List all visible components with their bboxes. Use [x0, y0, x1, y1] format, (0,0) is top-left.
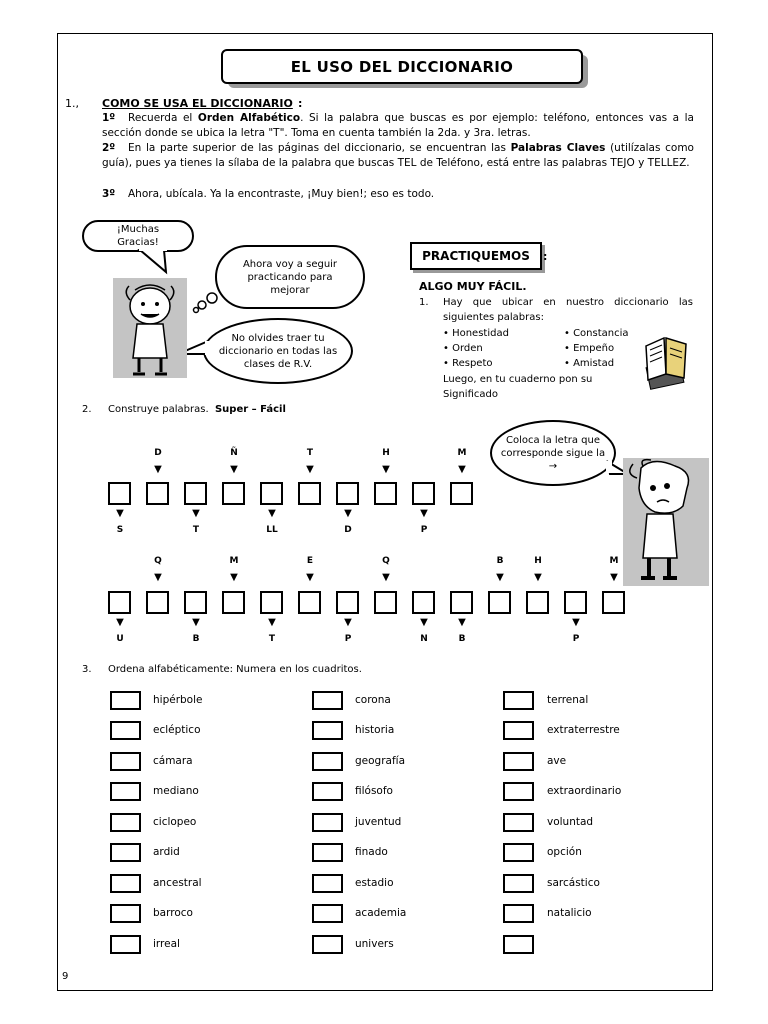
top-letter: Q: [382, 556, 390, 566]
order-word: historia: [355, 724, 395, 736]
order-box[interactable]: [110, 935, 141, 954]
letter-box[interactable]: [602, 591, 625, 614]
arrow-down-icon: ▼: [192, 508, 200, 519]
step-1: 1º Recuerda el Orden Alfabético. Si la palabra que buscas es por ejemplo: teléfono, entonces vas a la sección donde se ubica la letra "T". Toma en cuenta también la 2da. y 3ra. letras.: [102, 112, 694, 139]
section2-number: 2.: [82, 404, 92, 415]
order-box[interactable]: [312, 813, 343, 832]
word-item: • Empeño: [564, 343, 615, 354]
section3-text: Ordena alfabéticamente: Numera en los cuadritos.: [108, 664, 362, 675]
order-box[interactable]: [110, 752, 141, 771]
section3-number: 3.: [82, 664, 92, 675]
top-letter: D: [154, 448, 162, 458]
bottom-letter: B: [192, 634, 200, 644]
order-word: hipérbole: [153, 694, 203, 706]
letter-box[interactable]: [336, 591, 359, 614]
letter-box[interactable]: [450, 482, 473, 505]
order-box[interactable]: [503, 843, 534, 862]
bottom-letter: N: [420, 634, 428, 644]
book-icon: [640, 334, 692, 392]
letter-box[interactable]: [260, 482, 283, 505]
letter-box[interactable]: [222, 482, 245, 505]
letter-box[interactable]: [374, 482, 397, 505]
bubble-muchas-gracias: ¡Muchas Gracias!: [82, 220, 194, 252]
order-box[interactable]: [503, 813, 534, 832]
letter-box[interactable]: [412, 591, 435, 614]
top-letter: M: [457, 448, 467, 458]
section1-heading-colon: :: [298, 97, 303, 110]
arrow-down-icon: ▼: [116, 617, 124, 628]
arrow-down-icon: ▼: [154, 464, 162, 475]
section1-heading: COMO SE USA EL DICCIONARIO: [102, 97, 293, 110]
letter-box[interactable]: [564, 591, 587, 614]
practiquemos-instruction: Hay que ubicar en nuestro diccionario las siguientes palabras:: [443, 297, 693, 323]
arrow-down-icon: ▼: [344, 508, 352, 519]
step-3: 3º Ahora, ubícala. Ya la encontraste, ¡Muy bien!; eso es todo.: [102, 188, 435, 200]
bottom-letter: B: [458, 634, 466, 644]
order-box[interactable]: [312, 904, 343, 923]
letter-box[interactable]: [336, 482, 359, 505]
letter-box[interactable]: [526, 591, 549, 614]
word-item: • Constancia: [564, 328, 629, 339]
letter-box[interactable]: [450, 591, 473, 614]
letter-box[interactable]: [260, 591, 283, 614]
order-word: ancestral: [153, 877, 202, 889]
order-word: voluntad: [547, 816, 594, 828]
order-word: cámara: [153, 755, 193, 767]
word-list-col1: [443, 326, 509, 371]
letter-box[interactable]: [298, 482, 321, 505]
bottom-letter: D: [344, 525, 352, 535]
order-word: estadio: [355, 877, 394, 889]
bottom-letter: P: [572, 634, 580, 644]
order-box[interactable]: [110, 782, 141, 801]
order-box[interactable]: [503, 691, 534, 710]
order-box[interactable]: [503, 874, 534, 893]
letter-box[interactable]: [146, 591, 169, 614]
order-box[interactable]: [110, 813, 141, 832]
section1-number: 1.,: [65, 97, 79, 110]
practiquemos-item-num: 1.: [419, 297, 429, 308]
top-letter: M: [229, 556, 239, 566]
practiquemos-colon: :: [543, 250, 548, 263]
arrow-down-icon: ▼: [458, 617, 466, 628]
order-word: natalicio: [547, 907, 592, 919]
order-box[interactable]: [110, 843, 141, 862]
arrow-down-icon: ▼: [420, 508, 428, 519]
bubble-tail-gracias: [130, 248, 180, 276]
letter-box[interactable]: [146, 482, 169, 505]
letter-box[interactable]: [412, 482, 435, 505]
top-letter: H: [534, 556, 542, 566]
order-word: extraordinario: [547, 785, 622, 797]
practiquemos-label: PRACTIQUEMOS: [410, 242, 542, 270]
letter-box[interactable]: [108, 591, 131, 614]
bubble-coloca-letra: Coloca la letra que corresponde sigue la →: [490, 420, 616, 486]
order-word: univers: [355, 938, 394, 950]
arrow-down-icon: ▼: [344, 617, 352, 628]
order-word: ecléptico: [153, 724, 201, 736]
order-word: mediano: [153, 785, 199, 797]
top-letter: T: [306, 448, 314, 458]
boy-illustration: [623, 458, 709, 586]
arrow-down-icon: ▼: [230, 464, 238, 475]
letter-box[interactable]: [374, 591, 397, 614]
arrow-down-icon: ▼: [306, 464, 314, 475]
top-letter: H: [382, 448, 390, 458]
arrow-down-icon: ▼: [420, 617, 428, 628]
bottom-letter: P: [420, 525, 428, 535]
order-box[interactable]: [312, 782, 343, 801]
arrow-down-icon: ▼: [382, 464, 390, 475]
order-box[interactable]: [110, 721, 141, 740]
order-box[interactable]: [312, 721, 343, 740]
practiquemos-subheading: ALGO MUY FÁCIL.: [419, 280, 527, 293]
order-box[interactable]: [503, 752, 534, 771]
order-word: filósofo: [355, 785, 393, 797]
order-box[interactable]: [312, 843, 343, 862]
order-box[interactable]: [110, 904, 141, 923]
top-letter: Q: [154, 556, 162, 566]
order-box[interactable]: [110, 874, 141, 893]
order-box[interactable]: [312, 691, 343, 710]
top-letter: E: [306, 556, 314, 566]
order-word: extraterrestre: [547, 724, 620, 736]
cloud-seguir-practicando: Ahora voy a seguir practicando para mejorar: [215, 245, 365, 309]
arrow-down-icon: ▼: [534, 572, 542, 583]
order-word: barroco: [153, 907, 193, 919]
top-letter: M: [609, 556, 619, 566]
arrow-down-icon: ▼: [306, 572, 314, 583]
order-word: academia: [355, 907, 407, 919]
top-letter: Ñ: [230, 448, 238, 458]
order-word: juventud: [355, 816, 402, 828]
practiquemos-after: Luego, en tu cuaderno pon su Significado: [443, 374, 593, 400]
bottom-letter: LL: [266, 525, 278, 535]
order-word: sarcástico: [547, 877, 600, 889]
cloud-tail-dots: [192, 292, 220, 314]
arrow-down-icon: ▼: [268, 508, 276, 519]
letter-box[interactable]: [488, 591, 511, 614]
order-word: geografía: [355, 755, 406, 767]
section2-text: Construye palabras. Super – Fácil: [108, 404, 286, 415]
word-item: • Honestidad: [443, 328, 509, 339]
letter-box[interactable]: [298, 591, 321, 614]
arrow-down-icon: ▼: [268, 617, 276, 628]
arrow-down-icon: ▼: [610, 572, 618, 583]
word-list-col2: [564, 326, 629, 371]
arrow-down-icon: ▼: [572, 617, 580, 628]
order-box[interactable]: [312, 874, 343, 893]
order-word: corona: [355, 694, 391, 706]
letter-box[interactable]: [108, 482, 131, 505]
arrow-down-icon: ▼: [496, 572, 504, 583]
order-word: finado: [355, 846, 388, 858]
letter-box[interactable]: [184, 591, 207, 614]
order-box[interactable]: [503, 935, 534, 954]
arrow-down-icon: ▼: [382, 572, 390, 583]
bottom-letter: T: [268, 634, 276, 644]
order-word: ave: [547, 755, 567, 767]
order-word: irreal: [153, 938, 180, 950]
page-title: EL USO DEL DICCIONARIO: [221, 49, 583, 84]
word-item: • Respeto: [443, 358, 493, 369]
order-box[interactable]: [110, 691, 141, 710]
bubble-no-olvides: No olvides traer tu diccionario en todas las clases de R.V.: [203, 318, 353, 384]
word-item: • Amistad: [564, 358, 615, 369]
bottom-letter: T: [192, 525, 200, 535]
letter-box[interactable]: [222, 591, 245, 614]
top-letter: B: [496, 556, 504, 566]
bottom-letter: U: [116, 634, 124, 644]
letter-box[interactable]: [184, 482, 207, 505]
bottom-letter: S: [116, 525, 124, 535]
order-box[interactable]: [312, 935, 343, 954]
order-word: terrenal: [547, 694, 589, 706]
girl-illustration: [113, 278, 187, 378]
order-box[interactable]: [312, 752, 343, 771]
arrow-down-icon: ▼: [192, 617, 200, 628]
step-2: 2º En la parte superior de las páginas del diccionario, se encuentran las Palabras Claves (utilízalas como guía), pues ya tienes la sílaba de la palabra que buscas TEL de Teléfono, está entre las palabras TEJO y TELLEZ.: [102, 142, 694, 169]
order-box[interactable]: [503, 904, 534, 923]
order-word: ciclopeo: [153, 816, 197, 828]
order-box[interactable]: [503, 782, 534, 801]
word-item: • Orden: [443, 343, 483, 354]
arrow-down-icon: ▼: [116, 508, 124, 519]
arrow-down-icon: ▼: [154, 572, 162, 583]
order-box[interactable]: [503, 721, 534, 740]
order-word: opción: [547, 846, 582, 858]
page-number: 9: [62, 971, 69, 982]
order-word: ardid: [153, 846, 180, 858]
bottom-letter: P: [344, 634, 352, 644]
arrow-down-icon: ▼: [230, 572, 238, 583]
arrow-down-icon: ▼: [458, 464, 466, 475]
